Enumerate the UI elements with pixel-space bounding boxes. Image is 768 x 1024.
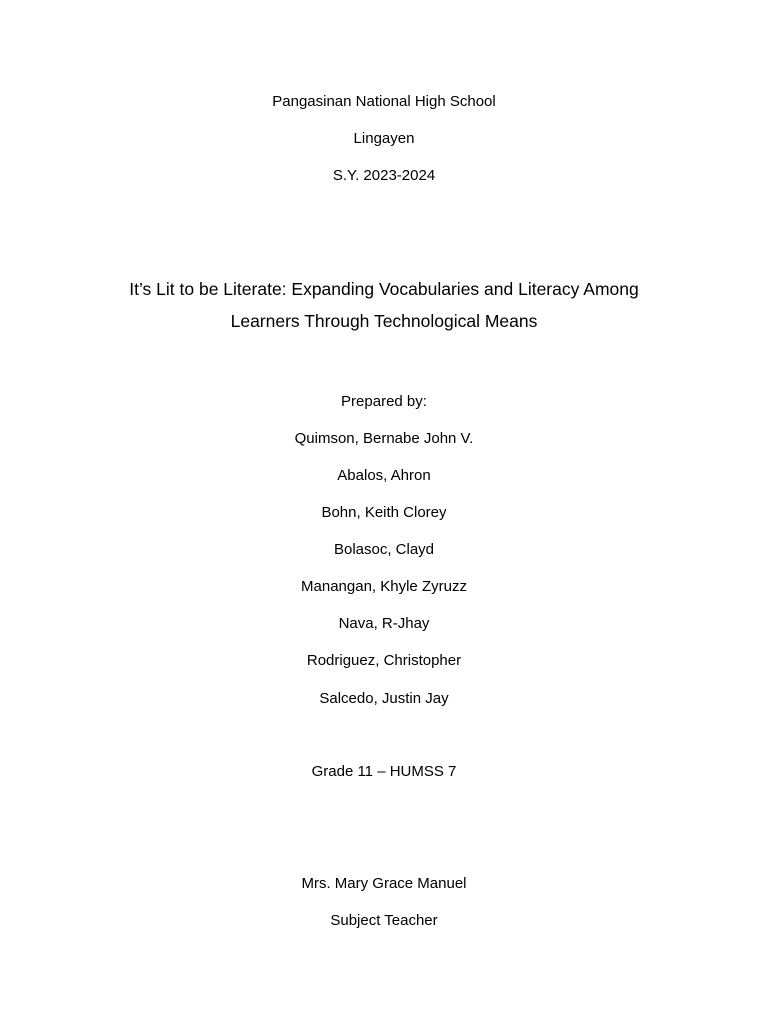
grade-section: Grade 11 – HUMSS 7 [311,763,457,780]
paper-title-line-1: It’s Lit to be Literate: Expanding Vocabularies and Literacy Among [129,279,639,299]
school-year: S.Y. 2023-2024 [332,167,436,184]
teacher-name: Mrs. Mary Grace Manuel [301,875,467,892]
prepared-by-heading: Prepared by: [341,393,427,410]
author-name: Manangan, Khyle Zyruzz [301,578,467,595]
author-name: Rodriguez, Christopher [306,652,462,669]
author-name: Quimson, Bernabe John V. [294,430,474,447]
author-name: Nava, R-Jhay [338,615,430,632]
author-name: Salcedo, Justin Jay [319,690,449,707]
author-name: Bohn, Keith Clorey [321,504,447,521]
author-name: Abalos, Ahron [337,467,431,484]
school-name: Pangasinan National High School [272,93,496,110]
school-location: Lingayen [353,130,415,147]
paper-title-line-2: Learners Through Technological Means [230,311,538,331]
author-name: Bolasoc, Clayd [333,541,435,558]
teacher-role: Subject Teacher [330,912,438,929]
